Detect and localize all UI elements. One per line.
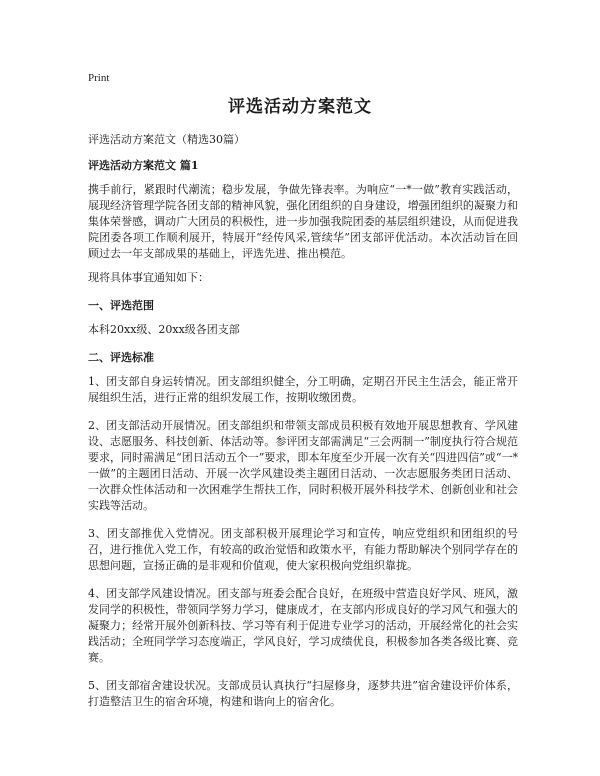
criteria-item-1: 1、团支部自身运转情况。团支部组织健全，分工明确，定期召开民主生活会，能正常开展组织生活，进行正常的组织发展工作，按期收缴团费。 [88,375,518,404]
criteria-heading: 二、评选标准 [88,351,154,364]
scope-paragraph: 本科20xx级、20xx级各团支部 [88,323,240,336]
notice-paragraph: 现将具体事宜通知如下： [88,271,209,284]
page-title: 评选活动方案范文 [228,97,372,117]
scope-heading: 一、评选范围 [88,299,154,312]
print-label: Print [88,72,110,84]
subtitle: 评选活动方案范文（精选30篇） [88,133,245,146]
criteria-item-4: 4、团支部学风建设情况。团支部与班委会配合良好，在班级中营造良好学风、班风，激发同学的积极性，带领同学努力学习，健康成才，在支部内形成良好的学习风气和强大的凝聚力；经常开展外创新科技、学习等有利于促进专业学习的活动，开展经常化的社会实践活动；全班同学学习态度端正，学风良好，学习成绩优良，积极参加各类各级比赛、竞赛。 [88,587,518,664]
criteria-item-3: 3、团支部推优入党情况。团支部积极开展理论学习和宣传，响应党组织和团组织的号召，进行推优入党工作，有较高的政治觉悟和政策水平，有能力帮助解决个别同学存在的思想问题，宣扬正确的是非观和价值观，使大家积极向党组织靠拢。 [88,527,518,572]
document-body [88,132,518,718]
section-heading: 评选活动方案范文 篇1 [88,159,199,172]
criteria-item-2: 2、团支部活动开展情况。团支部组织和带领支部成员积极有效地开展思想教育、学风建设、志愿服务、科技创新、体活动等。参评团支部需满足“三会两制一”制度执行符合规范要求，同时需满足“团日活动五个一”要求，即本年度至少开展一次有关“四进四信”或“一*一做”的主题团日活动、开展一次学风建设类主题团日活动、一次志愿服务类团日活动、一次群众性体活动和一次困难学生帮扶工作，同时积极开展外科技学术、创新创业和社会实践等活动。 [88,419,518,512]
intro-paragraph: 携手前行，紧跟时代潮流；稳步发展，争做先锋表率。为响应“一*一做”教育实践活动，展现经济管理学院各团支部的精神风貌，强化团组织的自身建设，增强团组织的凝聚力和集体荣誉感，调动广大团员的积极性，进一步加强我院团委的基层组织建设，从而促进我院团委各项工作顺利展开，特展开“经传风采,管续华”团支部评优活动。本次活动旨在回顾过去一年支部成果的基础上，评选先进、推出模范。 [88,183,518,260]
criteria-item-5: 5、团支部宿舍建设状况。支部成员认真执行“扫屋修身，逐梦共进”宿舍建设评价体系，打造整洁卫生的宿舍环境，构建和谐向上的宿舍化。 [88,679,518,708]
